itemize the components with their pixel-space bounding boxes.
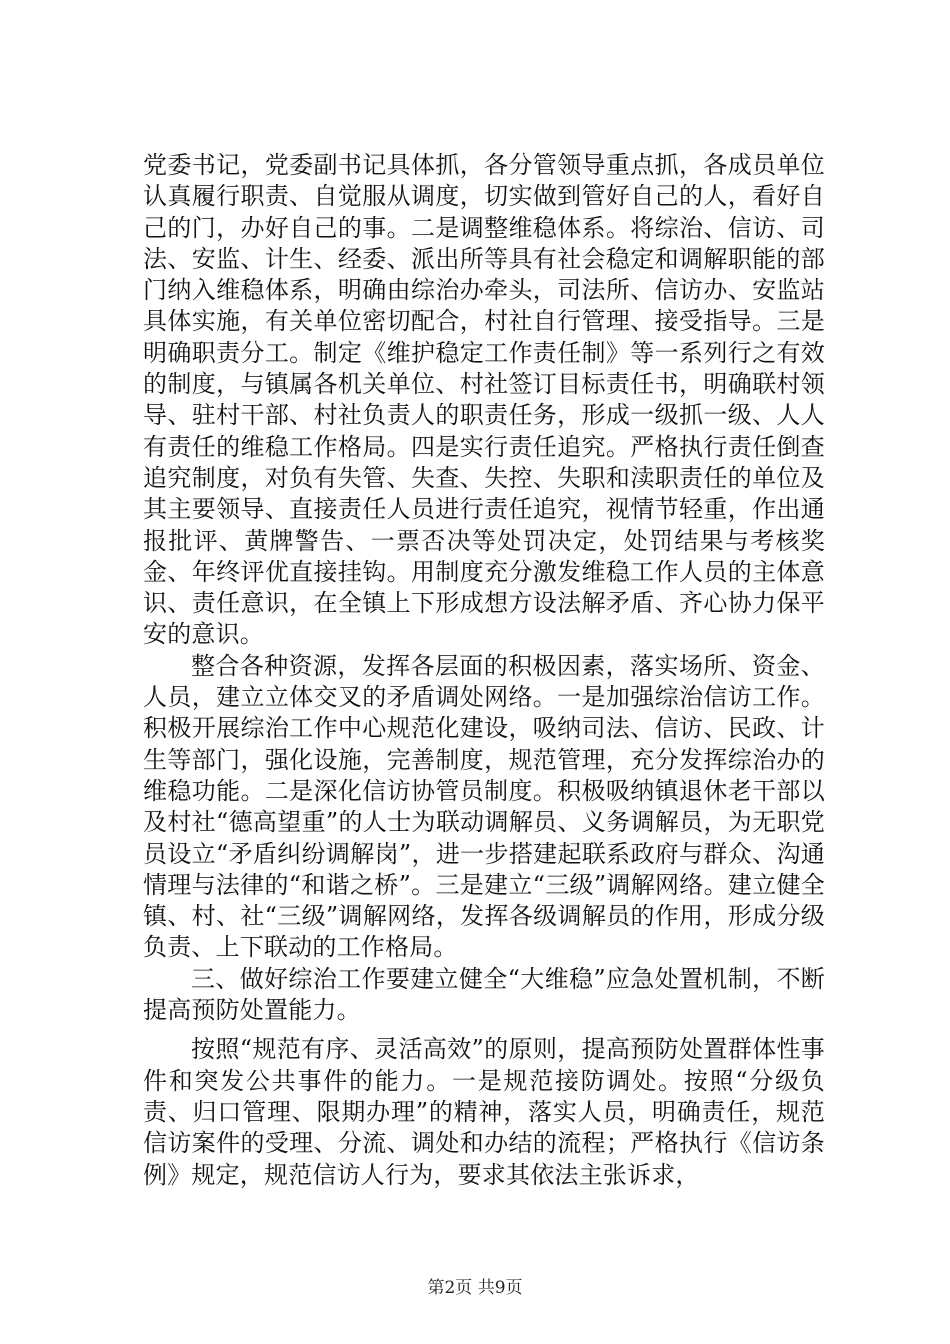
paragraph-2: 整合各种资源，发挥各层面的积极因素，落实场所、资金、人员，建立立体交叉的矛盾调处网络。一是加强综治信访工作。积极开展综治工作中心规范化建设，吸纳司法、信访、民政、计生等部门，强化设施，完善制度，规范管理，充分发挥综治办的维稳功能。二是深化信访协管员制度。积极吸纳镇退休老干部以及村社“德高望重”的人士为联动调解员、义务调解员，为无职党员设立“矛盾纠纷调解岗”，进一步搭建起联系政府与群众、沟通情理与法律的“和谐之桥”。三是建立“三级”调解网络。建立健全镇、村、社“三级”调解网络，发挥各级调解员的作用，形成分级负责、上下联动的工作格局。 <box>143 651 825 962</box>
page-number-footer: 第2页 共9页 <box>427 1278 523 1298</box>
section-heading-3: 三、做好综治工作要建立健全“大维稳”应急处置机制，不断提高预防处置能力。 <box>143 964 825 1025</box>
document-body <box>143 150 825 1191</box>
paragraph-3: 按照“规范有序、灵活高效”的原则，提高预防处置群体性事件和突发公共事件的能力。一是规范接防调处。按照“分级负责、归口管理、限期办理”的精神，落实人员，明确责任，规范信访案件的受理、分流、调处和办结的流程；严格执行《信访条例》规定，规范信访人行为，要求其依法主张诉求， <box>143 1035 825 1189</box>
paragraph-1: 党委书记，党委副书记具体抓，各分管领导重点抓，各成员单位认真履行职责、自觉服从调度，切实做到管好自己的人，看好自己的门，办好自己的事。二是调整维稳体系。将综治、信访、司法、安监、计生、经委、派出所等具有社会稳定和调解职能的部门纳入维稳体系，明确由综治办牵头，司法所、信访办、安监站具体实施，有关单位密切配合，村社自行管理、接受指导。三是明确职责分工。制定《维护稳定工作责任制》等一系列行之有效的制度，与镇属各机关单位、村社签订目标责任书，明确联村领导、驻村干部、村社负责人的职责任务，形成一级抓一级、人人有责任的维稳工作格局。四是实行责任追究。严格执行责任倒查追究制度，对负有失管、失查、失控、失职和渎职责任的单位及其主要领导、直接责任人员进行责任追究，视情节轻重，作出通报批评、黄牌警告、一票否决等处罚决定，处罚结果与考核奖金、年终评优直接挂钩。用制度充分激发维稳工作人员的主体意识、责任意识，在全镇上下形成想方设法解矛盾、齐心协力保平安的意识。 <box>143 151 825 649</box>
